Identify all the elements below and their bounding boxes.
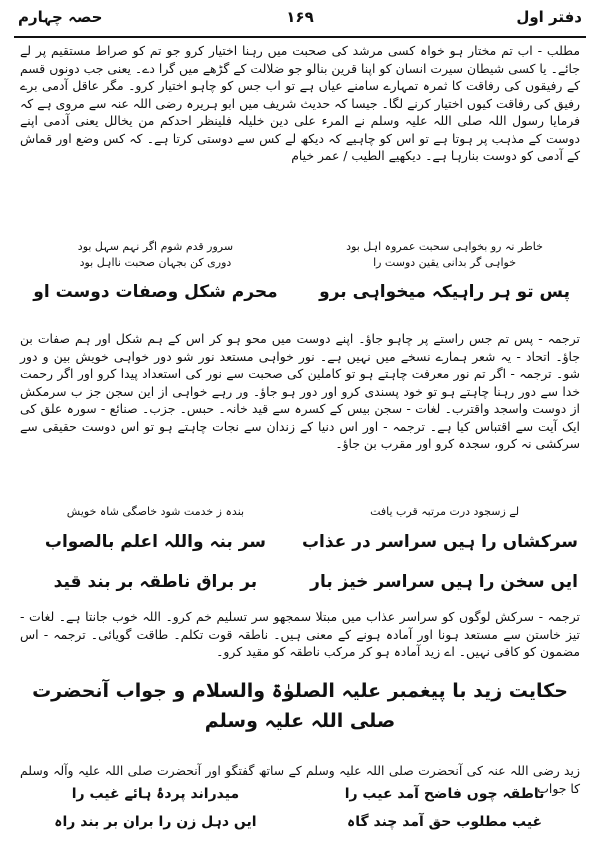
- story-heading: حکایت زید با پیغمبر علیہ الصلوٰۃ والسلام و جواب آنحضرت صلی اللہ علیہ وسلم: [32, 680, 568, 732]
- couplet-small: خواہی گر بدانی یقین دوست را دوری کن بجہان صحبت نااہل بود: [79, 256, 517, 269]
- couplet-main: ایں سخن را ہیں سراسر خیز بار بر براق ناطقہ بر بند قید: [53, 572, 578, 592]
- book-part-label: دفتر اول: [516, 8, 582, 26]
- passage-story-intro: زید رضی اللہ عنہ کی آنحضرت صلی اللہ علیہ وسلم کے ساتھ گفتگو اور آنحضرت صلی اللہ علیہ وآلہ وسلم کا جواب: [20, 763, 580, 796]
- passage-vocabulary: ترجمہ - سرکش لوگوں کو سراسر عذاب میں مبتلا سمجھو سر تسلیم خم کرو۔ اللہ خوب جانتا ہے۔ لغات - تیز خاستن سے مستعد ہونا اور آمادہ ہونے کے معنی ہیں۔ ناطقہ قوت تکلم۔ طاقت گویائی۔ ترجمہ - اس مضمون کو کافی نہیں۔ اے زید آمادہ ہو کر مرکب ناطقہ کو مقید کرو۔: [20, 609, 580, 659]
- passage-translation: ترجمہ - پس تم جس راستے پر چاہو جاؤ۔ اپنے دوست میں محو ہو کر اس کے ہم شکل اور ہم صفات بن جاؤ۔ اتحاد - یہ شعر ہمارے نسخے میں نہیں ہے۔ نور خواہی مستعد نور شو دور خواہی خویش بین و دور شو۔ ترجمہ - اگر تم نور معرفت چاہتے ہو تو کاملین کی صحبت سے نور کی استعداد پیدا کرو اور اگر رحمت خدا سے دور رہنا چاہتے ہو تو خود پسندی کرو اور دور ہو جاؤ۔ ور رہے خواہی از این سجن جز ب سرمکش از دوست واسجد واقترب۔ لغات - سجن بیس کے کسرہ سے قید خانہ۔ حبس۔ جزب۔ صنائع - سورہ علق کی ایک آیت سے اقتباس کیا ہے۔ ترجمہ - اور اس دنیا کے زندان سے نجات چاہتے ہو تو اس دوست حقیقی سے سرکشی نہ کرو، سجدہ کرو اور مقرب بن جاؤ۔: [20, 331, 580, 451]
- couplet-main: سرکشاں را ہیں سراسر در عذاب سر بنہ واللہ اعلم بالصواب: [44, 532, 578, 552]
- page-header: [18, 8, 582, 34]
- page-number: ۱۶۹: [286, 8, 314, 26]
- couplet-final: ناطقہ چوں فاضح آمد عیب را میدراند پردۂ ہائے غیب را: [71, 786, 545, 802]
- couplet-main: پس تو ہر راہیکہ میخواہی برو محرم شکل وصفات دوست او: [33, 282, 570, 302]
- header-rule: [14, 36, 586, 38]
- volume-label: حصہ چہارم: [18, 8, 103, 26]
- couplet-final: غیب مطلوب حق آمد چند گاہ ایں دہل زن را بران بر بند راہ: [54, 814, 543, 830]
- couplet-small: لے زسجود درت مرتبہ قرب یافت بندہ ز خدمت شود خاصگی شاہ خویش: [66, 505, 520, 518]
- couplet-small: خاطر نہ رو بخواہی سحبت عمروہ اہل بود سرور قدم شوم اگر نہم سہل بود: [77, 240, 543, 253]
- passage-meaning: مطلب - اب تم مختار ہو خواہ کسی مرشد کی صحبت میں رہنا اختیار کرو جو تم کو صراط مستقیم پر لے جائے۔ یا کسی شیطان سیرت انسان کو اپنا قرین بنالو جو ضلالت کے گڑھے میں گرا دے۔ یعنی جب دونوں قسم کے رفیقوں کی رفاقت کا ثمرہ تمہارے سامنے عیاں ہے تو اب جس کو چاہو اختیار کرو۔ مگر عاقل آدمی برے رفیق کی رفاقت کیوں اختیار کرنے لگا۔ جیسا کہ حدیث شریف میں ابو ہریرہ رضی اللہ عنہ سے مروی ہے کہ فرمایا رسول اللہ صلی اللہ علیہ وسلم نے المرء علی دین خلیلہ فلینظر احدکم من یخالل یعنی آدمی اپنے دوست کے مذہب پر ہوتا ہے تو اس کو چاہیے کہ دیکھ لے کس سے دوستی کرتا ہے۔ کہ کس وضع اور قماش کے آدمی کو دوست بنارہا ہے۔ دیکھیے الطیب / عمر خیام: [20, 43, 580, 163]
